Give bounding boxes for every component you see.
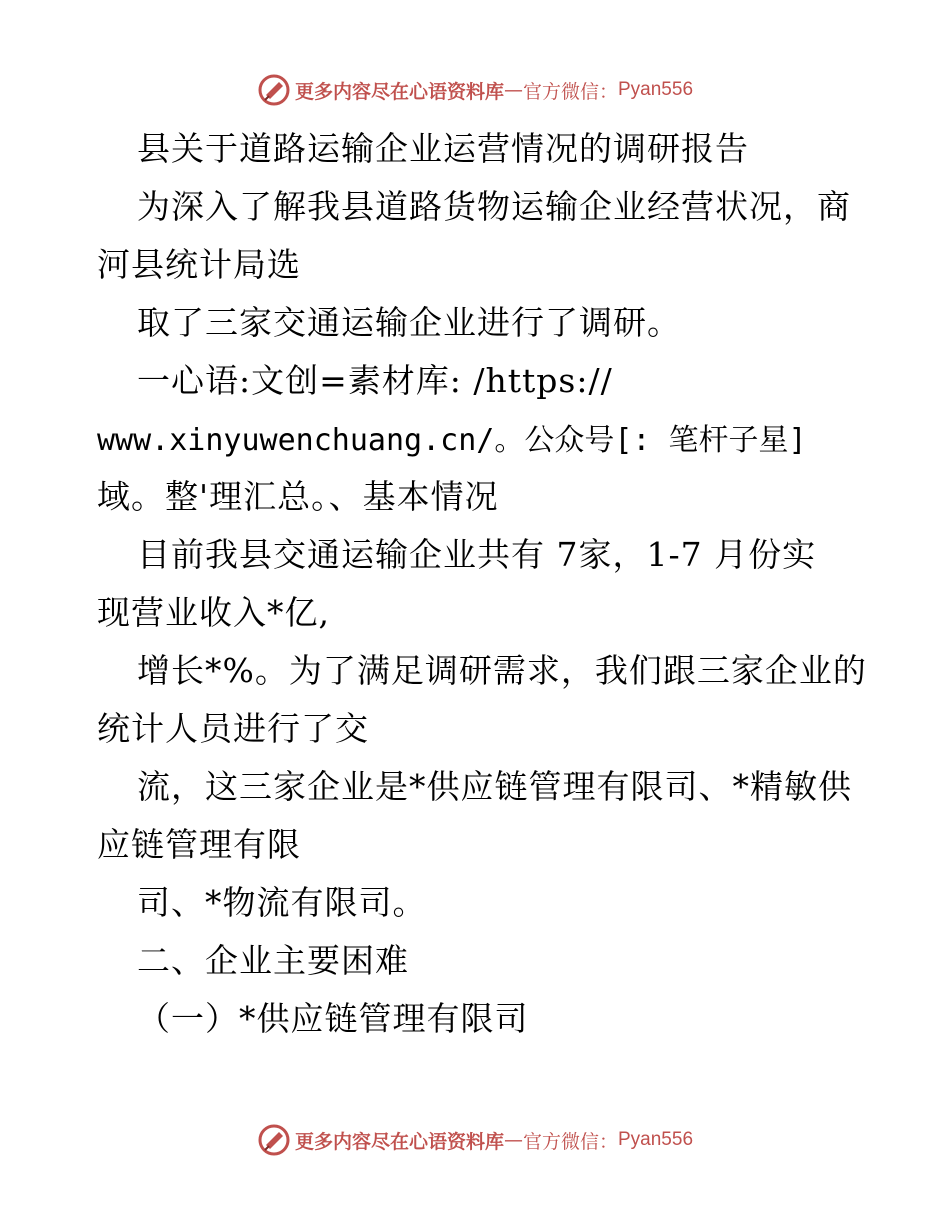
paragraph-line: 增长*%。为了满足调研需求，我们跟三家企业的: [137, 651, 867, 690]
footer-watermark: [0, 1120, 950, 1160]
watermark-text: 更多内容尽在心语资料库: [294, 80, 504, 103]
logo-icon: [257, 73, 291, 107]
watermark-wechat-id: Pyan556: [618, 1129, 694, 1150]
watermark-dash: —: [503, 79, 523, 101]
watermark-dash: —: [503, 1129, 523, 1151]
watermark-wechat-id: Pyan556: [618, 79, 694, 100]
paragraph-line: 应链管理有限: [97, 825, 301, 864]
paragraph-line: 现营业收入*亿,: [97, 593, 330, 632]
section-heading: 二、企业主要困难: [137, 941, 409, 980]
paragraph-line: 域。整'理汇总。、基本情况: [97, 477, 499, 516]
watermark-wechat-label: 官方微信：: [522, 80, 618, 103]
url-text: www.xinyuwenchuang.cn/。公众号[: 笔杆子星]: [97, 423, 807, 458]
paragraph-line: 一心语:文创=素材库: /https://: [137, 361, 613, 400]
document-body: [97, 120, 867, 1048]
paragraph-line: 目前我县交通运输企业共有 7家，1-7 月份实: [137, 535, 817, 574]
logo-icon: [257, 1123, 291, 1157]
paragraph-line: 河县统计局选: [97, 245, 301, 284]
subsection-heading: （一）*供应链管理有限司: [137, 999, 529, 1038]
paragraph-line: 为深入了解我县道路货物运输企业经营状况，商: [137, 187, 851, 226]
watermark-text: 更多内容尽在心语资料库: [294, 1130, 504, 1153]
paragraph-line: 取了三家交通运输企业进行了调研。: [137, 303, 681, 342]
paragraph-line: 司、*物流有限司。: [137, 883, 427, 922]
header-watermark: [0, 70, 950, 110]
document-title: 县关于道路运输企业运营情况的调研报告: [137, 129, 749, 168]
watermark-wechat-label: 官方微信：: [522, 1130, 618, 1153]
paragraph-line: 统计人员进行了交: [97, 709, 369, 748]
url-line: [97, 410, 857, 468]
paragraph-line: 流，这三家企业是*供应链管理有限司、*精敏供: [137, 767, 852, 806]
